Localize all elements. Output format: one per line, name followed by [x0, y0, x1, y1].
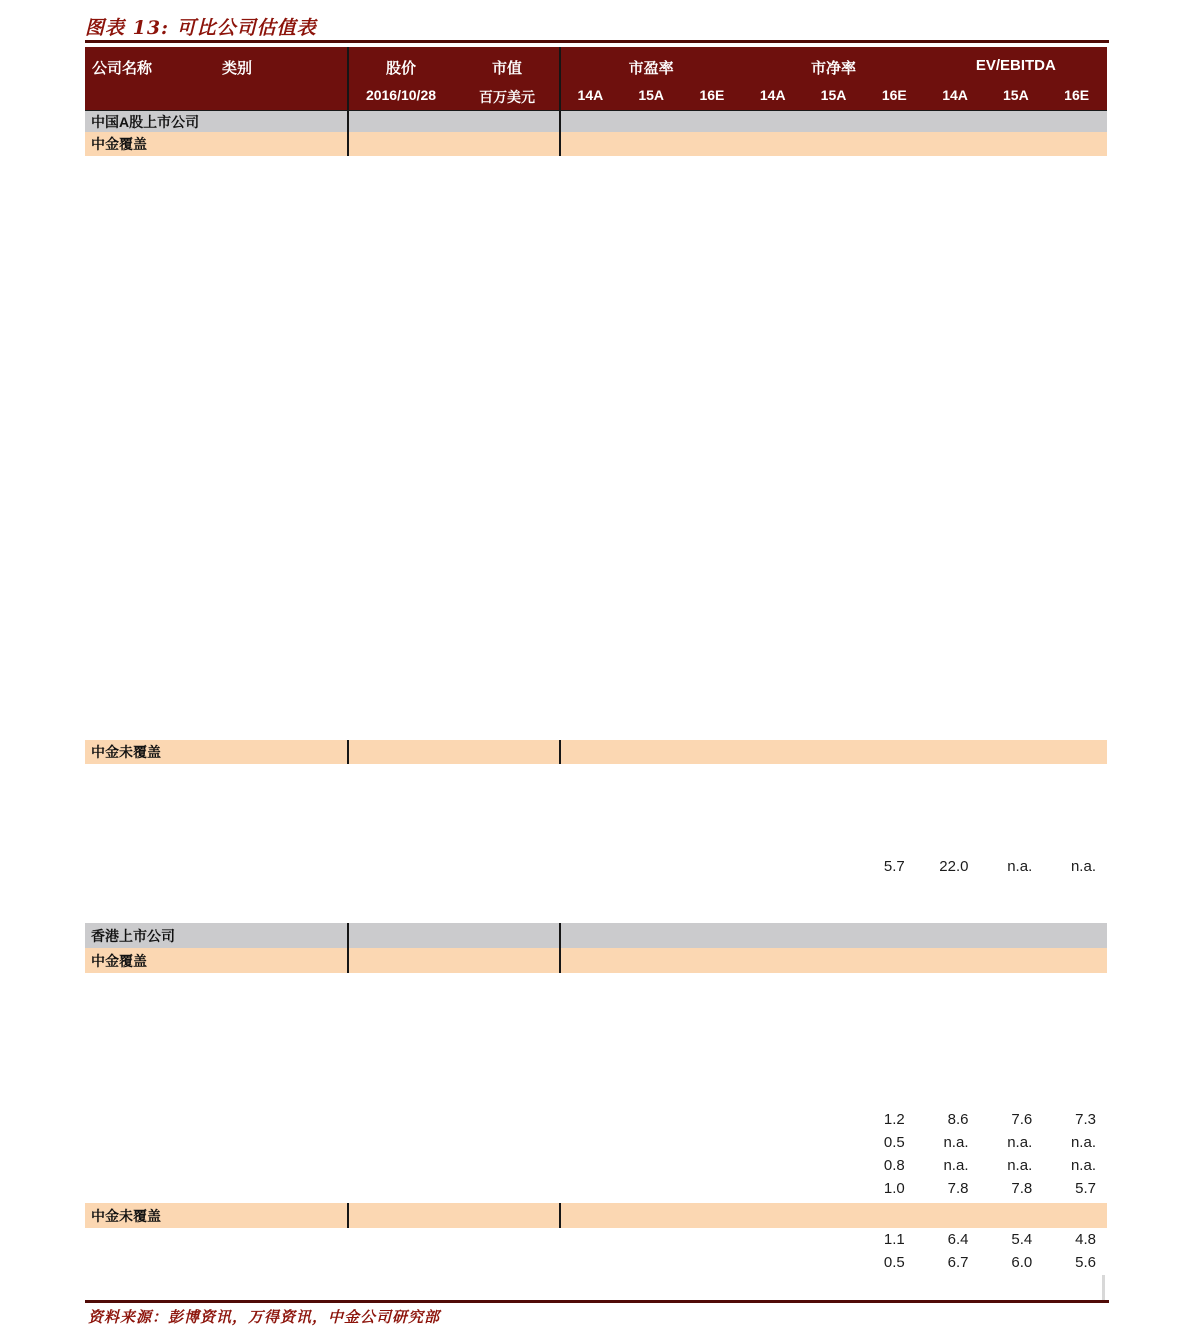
row-divider-1	[347, 923, 349, 948]
header-ev-16e: 16E	[1064, 87, 1090, 103]
header-pe-15a: 15A	[638, 87, 665, 103]
header-group-ev-ebitda: EV/EBITDA	[975, 57, 1056, 74]
section-row-cicc-uncovered-cn	[85, 740, 1107, 764]
header-ev-14a: 14A	[942, 87, 968, 103]
value-cell: 6.7	[947, 1254, 969, 1271]
row-divider-2	[559, 923, 561, 948]
title-rule	[85, 40, 1109, 43]
row-divider-2	[559, 111, 561, 132]
value-cell: n.a.	[943, 1157, 969, 1174]
section-row-china-a-share	[85, 111, 1107, 132]
table-row	[851, 855, 1106, 878]
section-label: 香港上市公司	[91, 927, 175, 944]
value-cell: 1.2	[883, 1111, 905, 1128]
value-cell: 0.8	[883, 1157, 905, 1174]
source-note: 资料来源：彭博资讯，万得资讯，中金公司研究部	[88, 1308, 441, 1326]
header-pb-14a: 14A	[759, 87, 786, 103]
header-year-subcolumns	[560, 87, 1107, 103]
header-metric-groups	[560, 57, 1107, 78]
value-cell: 7.8	[947, 1180, 969, 1197]
row-divider-2	[559, 132, 561, 156]
table-row	[851, 1177, 1106, 1200]
value-cell: 5.6	[1075, 1254, 1096, 1271]
table-row	[851, 1131, 1106, 1154]
section-label: 中国A股上市公司	[91, 113, 200, 130]
value-cell: 4.8	[1075, 1231, 1096, 1248]
value-cell: n.a.	[943, 1134, 969, 1151]
value-cell: 7.8	[1011, 1180, 1033, 1197]
figure-title: 图表 13: 可比公司估值表	[85, 17, 317, 39]
table-header	[85, 47, 1107, 112]
value-cell: 0.5	[883, 1254, 905, 1271]
header-price-mktcap-sub	[348, 87, 560, 107]
header-category: 类别	[222, 60, 253, 77]
value-cell: n.a.	[1007, 1134, 1033, 1151]
value-cell: 5.7	[883, 858, 905, 875]
section-label: 中金未覆盖	[91, 744, 161, 760]
section-row-cicc-uncovered-hk	[85, 1203, 1107, 1228]
value-cell: n.a.	[1070, 1157, 1096, 1174]
value-cell: n.a.	[1007, 1157, 1033, 1174]
value-cell: 7.6	[1011, 1111, 1033, 1128]
table-row	[851, 1108, 1106, 1131]
header-pb-16e: 16E	[881, 87, 907, 103]
header-mktcap: 市值	[491, 60, 522, 77]
row-divider-2	[559, 948, 561, 973]
value-cell: 5.4	[1011, 1231, 1033, 1248]
value-cell: 1.1	[883, 1231, 905, 1248]
row-divider-2	[559, 740, 561, 764]
row-divider-1	[347, 111, 349, 132]
value-block-3	[851, 1228, 1106, 1274]
row-divider-1	[347, 1203, 349, 1228]
value-cell: 0.5	[883, 1134, 905, 1151]
table-row	[851, 1154, 1106, 1177]
header-mktcap-unit: 百万美元	[479, 89, 535, 105]
value-block-2	[851, 1108, 1106, 1200]
table-row	[851, 1228, 1106, 1251]
section-label: 中金覆盖	[91, 136, 147, 152]
cell-border-remnant	[1102, 1275, 1105, 1300]
table-row	[851, 1251, 1106, 1274]
header-company-name: 公司名称	[92, 60, 153, 77]
value-cell: 8.6	[947, 1111, 969, 1128]
header-pe-14a: 14A	[577, 87, 604, 103]
header-price-date: 2016/10/28	[365, 87, 437, 103]
header-price-mktcap	[348, 57, 560, 78]
value-block-1	[851, 855, 1106, 878]
row-divider-1	[347, 132, 349, 156]
header-pb-15a: 15A	[820, 87, 847, 103]
section-row-hk-listed	[85, 923, 1107, 948]
value-cell: n.a.	[1007, 858, 1033, 875]
header-ev-15a: 15A	[1003, 87, 1029, 103]
section-label: 中金未覆盖	[91, 1207, 161, 1224]
value-cell: 1.0	[883, 1180, 905, 1197]
row-divider-1	[347, 740, 349, 764]
value-cell: 7.3	[1075, 1111, 1096, 1128]
row-divider-1	[347, 948, 349, 973]
footer-rule	[85, 1300, 1109, 1303]
value-cell: n.a.	[1070, 1134, 1096, 1151]
section-label: 中金覆盖	[91, 952, 147, 969]
header-pe-16e: 16E	[699, 87, 725, 103]
header-group-pe: 市盈率	[628, 60, 674, 77]
value-cell: n.a.	[1070, 858, 1096, 875]
section-row-cicc-covered-hk	[85, 948, 1107, 973]
section-row-cicc-covered-cn	[85, 132, 1107, 156]
value-cell: 6.4	[947, 1231, 969, 1248]
row-divider-2	[559, 1203, 561, 1228]
header-price: 股价	[385, 60, 416, 77]
header-group-pb: 市净率	[810, 60, 856, 77]
value-cell: 6.0	[1011, 1254, 1033, 1271]
value-cell: 22.0	[939, 858, 969, 875]
value-cell: 5.7	[1075, 1180, 1096, 1197]
